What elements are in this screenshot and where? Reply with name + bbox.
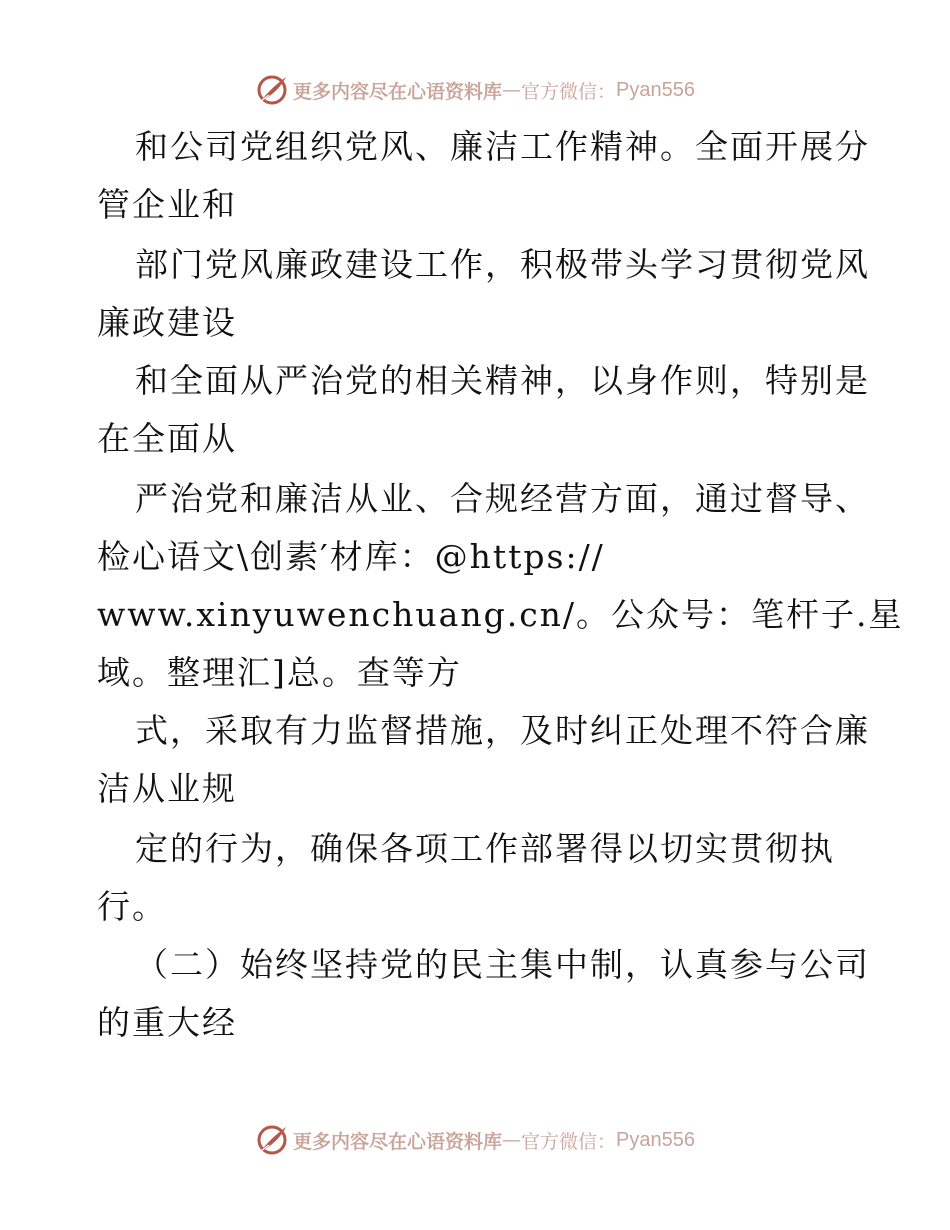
body-line: 廉政建设 xyxy=(97,303,237,342)
header-banner xyxy=(0,70,950,110)
body-line: 洁从业规 xyxy=(97,769,237,808)
body-line: 和全面从严治党的相关精神，以身作则，特别是 xyxy=(135,361,870,400)
body-line: 行。 xyxy=(97,887,167,926)
footer-banner-title: 更多内容尽在心语资料库 xyxy=(293,1130,503,1153)
header-banner-wechat-id: Pyan556 xyxy=(616,78,695,101)
body-line: （二）始终坚持党的民主集中制，认真参与公司 xyxy=(135,945,870,984)
body-line: 在全面从 xyxy=(97,419,237,458)
body-line: 检心语文\创素′材库：@https:// xyxy=(97,537,605,576)
body-line: 管企业和 xyxy=(97,185,237,224)
header-banner-dash: — xyxy=(502,79,522,101)
body-line: 部门党风廉政建设工作，积极带头学习贯彻党风 xyxy=(135,245,870,284)
header-banner-title: 更多内容尽在心语资料库 xyxy=(293,80,503,103)
quill-pen-circle-icon xyxy=(255,1123,289,1157)
footer-banner-wechat-id: Pyan556 xyxy=(616,1128,695,1151)
body-line: 定的行为，确保各项工作部署得以切实贯彻执 xyxy=(135,829,835,868)
header-banner-wechat-label: 官方微信： xyxy=(521,80,617,103)
body-line: www.xinyuwenchuang.cn/。公众号：笔杆子.星 xyxy=(97,595,904,634)
quill-pen-circle-icon xyxy=(255,73,289,107)
footer-banner-wechat-label: 官方微信： xyxy=(521,1130,617,1153)
body-line: 和公司党组织党风、廉洁工作精神。全面开展分 xyxy=(135,127,870,166)
body-line: 式，采取有力监督措施，及时纠正处理不符合廉 xyxy=(135,711,870,750)
footer-banner-dash: — xyxy=(502,1129,522,1151)
body-line: 严治党和廉洁从业、合规经营方面，通过督导、 xyxy=(135,479,870,518)
body-line: 的重大经 xyxy=(97,1003,237,1042)
footer-banner xyxy=(0,1120,950,1160)
body-line: 域。整理汇]总。查等方 xyxy=(97,653,462,692)
